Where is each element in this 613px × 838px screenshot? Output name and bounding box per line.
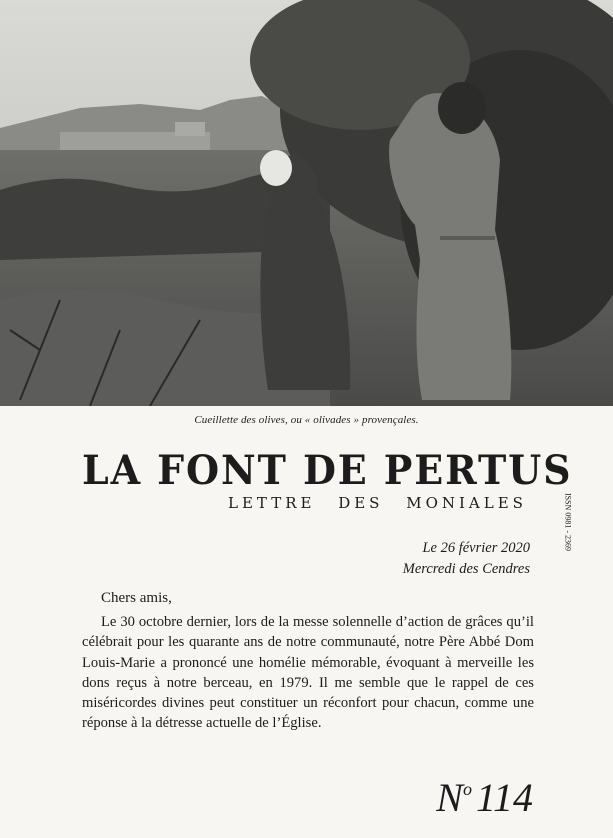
issn-label: [563, 476, 573, 568]
masthead-title: LA FONT DE PERTUS: [82, 447, 573, 494]
letter-greeting: Chers amis,: [101, 590, 172, 606]
letter-date: Le 26 février 2020: [422, 540, 530, 556]
cover-photo: [0, 0, 613, 406]
issn-text: ISSN 0981 - 2369: [563, 492, 573, 552]
liturgical-day: Mercredi des Cendres: [402, 561, 530, 577]
issue-prefix: N: [436, 775, 463, 820]
letter-paragraph: Le 30 octobre dernier, lors de la messe solennelle d’action de grâces qu’il célébrait pour les quarante ans de notre communauté, notre Père Abbé Dom Louis-Marie a prononcé une homélie mémorable, évoquant à merveille les dons reçus à notre berceau, en 1979. Il me semble que le rappel de ces miséricordes divines peut constituer un réconfort pour chacun, comme une réponse à la détresse actuelle de l’Église.: [82, 614, 534, 732]
photo-caption: Cueillette des olives, ou « olivades » provençales.: [194, 414, 419, 426]
issue-value: 114: [475, 775, 533, 820]
date-block: [403, 538, 530, 580]
masthead-subtitle: LETTRE DES MONIALES: [228, 494, 527, 512]
issue-prefix-superscript: o: [462, 779, 472, 799]
masthead: [82, 447, 573, 512]
issue-number: [436, 766, 533, 821]
olive-harvest-photograph: [0, 0, 613, 406]
